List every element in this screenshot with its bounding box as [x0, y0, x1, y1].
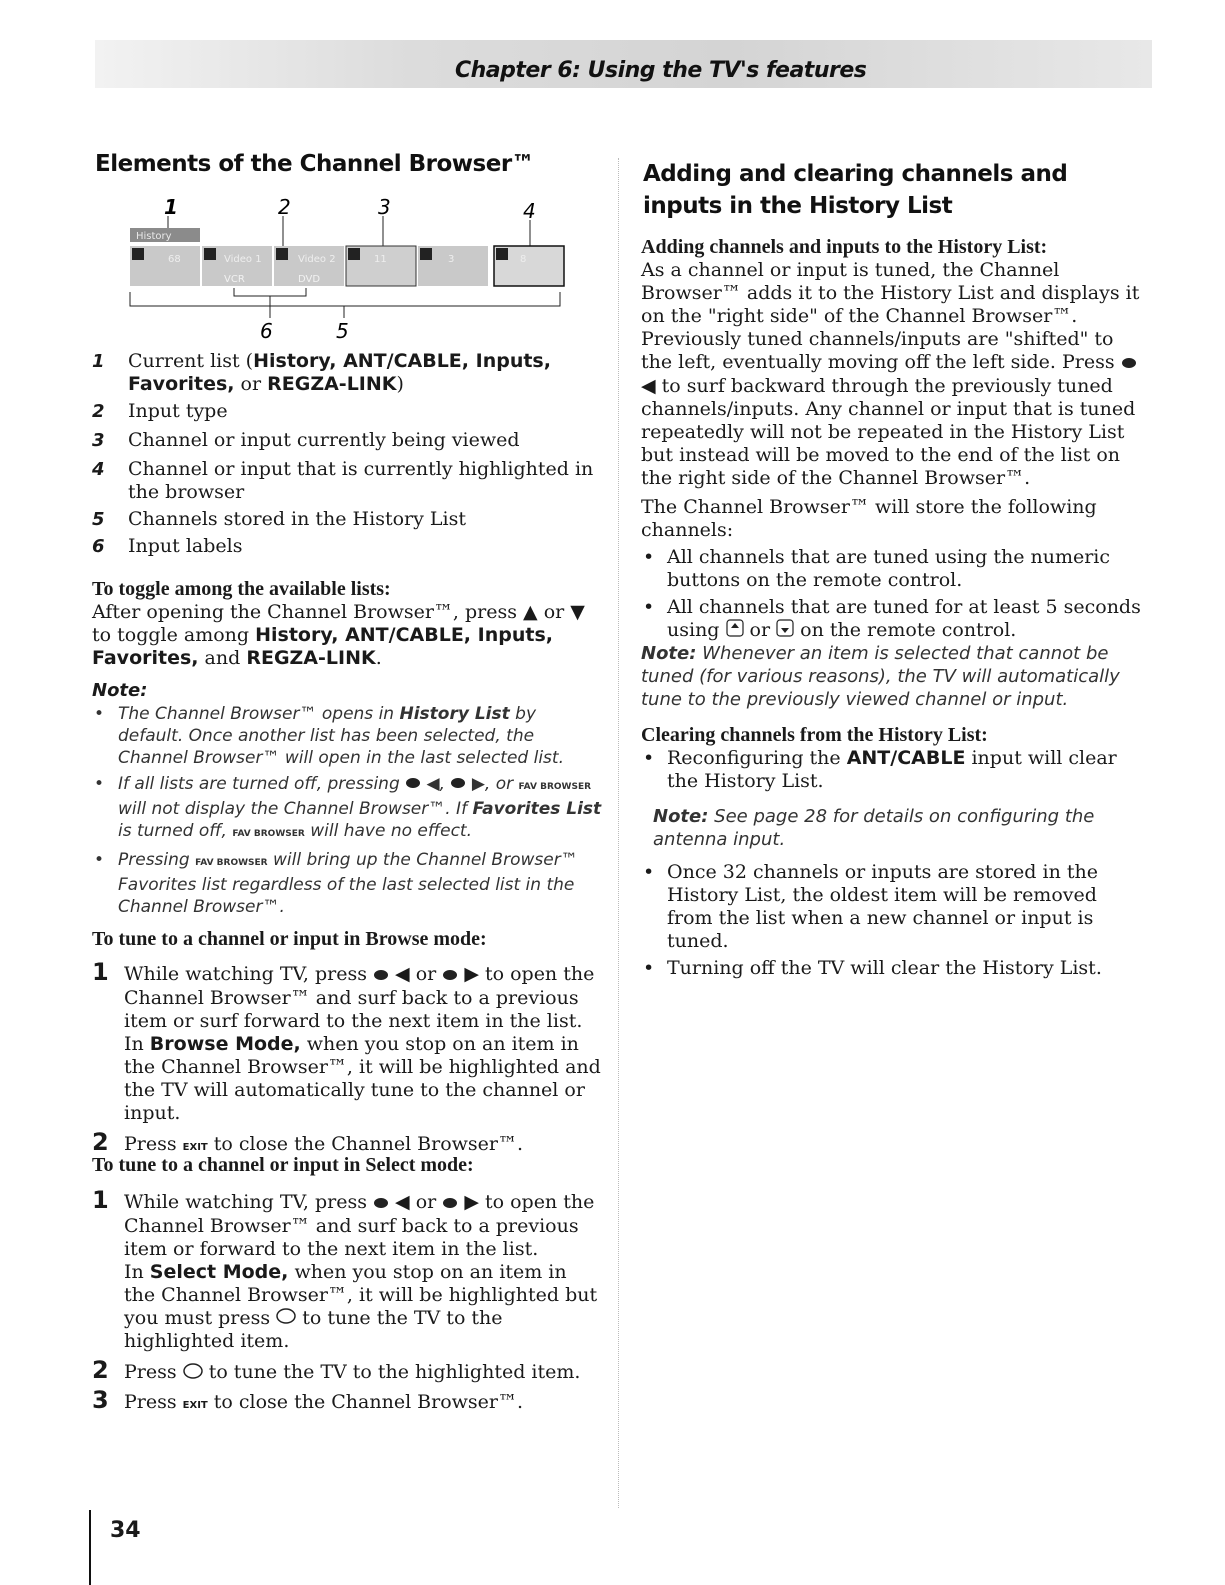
adding-text: As a channel or input is tuned, the Channel Browser™ adds it to the History List and displays it on the "right side" of the Channel Browser™. Previously tuned channels/inputs are "shifted" to the left, eventually moving off the left side. Press: [641, 259, 1140, 373]
step-text: when you stop on an item in the Channel Browser™, it will be highlighted but you must press: [124, 1260, 598, 1329]
adding-section: [641, 236, 1146, 643]
callout-5: 5: [336, 319, 349, 343]
note-block-right: [641, 642, 1146, 711]
callout-4: 4: [523, 199, 536, 223]
list-text: Channel or input that is currently highlighted in the browser: [128, 458, 594, 503]
channel-browser-diagram-svg: [128, 196, 573, 346]
step-text: Press: [124, 1132, 183, 1155]
bullet-dot: •: [643, 861, 655, 883]
list-bold-text: REGZA-LINK: [267, 373, 397, 395]
list-text: or: [234, 373, 268, 395]
list-text: Channels stored in the History List: [128, 508, 466, 530]
section-heading-history: Adding and clearing channels and inputs in the History List: [643, 161, 1068, 219]
note-text: will have no effect.: [304, 821, 473, 841]
clearing-text: Once 32 channels or inputs are stored in the History List, the oldest item will be removed from the list when a new channel or input is tuned.: [667, 861, 1098, 952]
step-number: 3: [92, 1385, 109, 1414]
chapter-title: Chapter 6: Using the TV's features: [455, 58, 867, 83]
adding-text: ◀ to surf backward through the previously tuned channels/inputs. Any channel or input that is tuned repeatedly will not be repeated in the History List but instead will be moved to the end of the list on the right side of the Channel Browser™.: [641, 374, 1136, 489]
clearing-bullet: [641, 747, 1146, 793]
list-item: [92, 535, 602, 558]
list-number: 4: [92, 459, 105, 480]
callout-6: 6: [260, 319, 273, 343]
step-text: to close the Channel Browser™.: [207, 1132, 524, 1155]
step-item: [92, 958, 602, 1125]
note-label: Note:: [653, 806, 709, 827]
note-antenna: [641, 805, 1146, 851]
back-button-icon: [373, 964, 389, 987]
clearing-bold-text: ANT/CABLE: [846, 747, 966, 769]
step-number: 2: [92, 1356, 109, 1384]
list-bold-text: Favorites,: [128, 373, 235, 395]
list-text: ): [396, 373, 404, 395]
note-text: If all lists are turned off, pressing: [118, 774, 406, 794]
diagram-input-label-2: DVD: [298, 274, 321, 285]
step-text: While watching TV, press: [124, 1191, 374, 1213]
subheading-clearing: Clearing channels from the History List:: [641, 724, 988, 746]
list-text: Input type: [128, 400, 228, 422]
list-item: [92, 508, 602, 531]
next-button-icon: [442, 1192, 458, 1215]
toggle-text: and: [198, 647, 247, 669]
list-bold-text: History, ANT/CABLE, Inputs,: [253, 350, 551, 372]
note-text: is turned off,: [118, 821, 233, 841]
exit-button-icon: EXIT: [182, 1141, 208, 1153]
fav-browser-button-icon: FAV BROWSER: [232, 829, 305, 839]
adding-bullet: [641, 546, 1146, 592]
step-text: In: [124, 1032, 150, 1055]
back-button-icon: [405, 773, 421, 795]
subheading-adding: Adding channels and inputs to the History List:: [641, 236, 1048, 258]
select-mode-section: [92, 1154, 602, 1417]
step-item: [92, 1385, 602, 1417]
toggle-text: .: [375, 647, 382, 669]
bullet-dot: •: [643, 545, 655, 568]
note-text: See page 28 for details on configuring the antenna input.: [653, 806, 1095, 850]
step-text: ▶ to open the Channel Browser™ and surf back to a previous item or surf forward to the next item in the list.: [124, 963, 595, 1032]
list-text: Input labels: [128, 535, 243, 557]
bullet-dot: •: [643, 957, 655, 979]
bullet-dot: •: [643, 595, 655, 618]
page-margin-bar: [89, 1510, 91, 1585]
enter-button-icon: [183, 1362, 203, 1385]
note-bold-text: History List: [399, 704, 510, 724]
fav-browser-button-icon: FAV BROWSER: [518, 782, 592, 792]
next-button-icon: [450, 773, 466, 795]
clearing-text: Reconfiguring the: [667, 747, 847, 769]
exit-button-icon: EXIT: [182, 1399, 208, 1411]
adding-bullet-text: All channels that are tuned using the numeric buttons on the remote control.: [667, 545, 1111, 591]
step-item: [92, 1356, 602, 1385]
list-item: [92, 400, 602, 423]
callout-1: 1: [164, 196, 178, 219]
diagram-cell-6: 8: [520, 254, 527, 265]
note-bullet: [92, 703, 602, 769]
diagram-cell-2: Video 1: [224, 254, 262, 265]
subheading-browse: To tune to a channel or input in Browse mode:: [92, 928, 487, 950]
note-text: will bring up the Channel Browser™ Favorites list regardless of the last selected list in the Channel Browser™.: [118, 850, 578, 917]
adding-store-paragraph: The Channel Browser™ will store the following channels:: [641, 495, 1097, 541]
note-block: [92, 680, 602, 918]
channel-down-button-icon: [776, 619, 794, 643]
fav-browser-button-icon: FAV BROWSER: [195, 858, 268, 868]
bullet-dot: •: [94, 774, 105, 794]
note-label: Note:: [92, 680, 148, 701]
callout-3: 3: [378, 196, 391, 219]
clearing-bullet: [641, 861, 1146, 953]
list-number: 3: [92, 430, 105, 451]
adding-bullet-text: or: [743, 618, 777, 641]
back-button-icon: [1121, 352, 1137, 375]
step-item: [92, 1186, 602, 1353]
clearing-section: [641, 724, 1146, 980]
clearing-text: input will clear the History List.: [667, 747, 1117, 792]
adding-bullet: [641, 596, 1146, 643]
bullet-dot: •: [643, 747, 655, 769]
list-number: 2: [92, 401, 105, 422]
step-text: when you stop on an item in the Channel Browser™, it will be highlighted and the TV will automatically tune to the channel or input.: [124, 1032, 601, 1124]
step-number: 1: [92, 958, 109, 986]
diagram-cell-1: 68: [168, 254, 181, 265]
adding-bullet-text: All channels that are tuned for at least 5 seconds using: [667, 595, 1141, 641]
note-text: will not display the Channel Browser™. If: [118, 799, 473, 819]
list-number: 6: [92, 536, 105, 557]
page-number: 34: [110, 1518, 141, 1543]
step-text: ◀ or: [389, 963, 443, 985]
step-text: Press: [124, 1361, 183, 1383]
column-divider: [618, 158, 619, 1508]
bullet-dot: •: [94, 850, 105, 870]
section-heading-elements: Elements of the Channel Browser™: [95, 151, 535, 177]
diagram-cell-5: 3: [448, 254, 455, 265]
callout-2: 2: [278, 196, 291, 219]
step-bold-text: Select Mode,: [149, 1260, 289, 1283]
step-text: to tune the TV to the highlighted item.: [202, 1361, 581, 1383]
list-number: 5: [92, 509, 105, 530]
step-text: to close the Channel Browser™.: [207, 1390, 524, 1413]
step-number: 1: [92, 1186, 109, 1214]
toggle-bold-regza: REGZA-LINK: [246, 647, 376, 669]
note-text: by default. Once another list has been selected, the Channel Browser™ will open in the last selected list.: [118, 704, 564, 768]
list-text: Channel or input currently being viewed: [128, 429, 520, 451]
step-text: Press: [124, 1390, 183, 1413]
note-text: Pressing: [118, 850, 196, 870]
note-text: ▶, or: [466, 774, 519, 794]
diagram-input-label-1: VCR: [224, 274, 245, 285]
step-text: ▶ to open the Channel Browser™ and surf back to a previous item or forward to the next item in the list.: [124, 1191, 595, 1260]
toggle-bold-lists: History, ANT/CABLE, Inputs, Favorites,: [92, 624, 553, 669]
bullet-dot: •: [94, 704, 105, 724]
note-bullet: [92, 773, 602, 845]
note-text: Whenever an item is selected that cannot be tuned (for various reasons), the TV will automatically tune to the previously viewed channel or input.: [641, 643, 1120, 710]
back-button-icon: [373, 1192, 389, 1215]
clearing-bullet: [641, 957, 1146, 980]
list-number: 1: [92, 351, 105, 372]
toggle-text: After opening the Channel Browser™, press ▲ or ▼ to toggle among: [92, 601, 585, 646]
list-item: [92, 429, 602, 452]
subheading-select: To tune to a channel or input in Select mode:: [92, 1154, 474, 1176]
note-tune: [641, 642, 1146, 711]
channel-browser-diagram: [128, 196, 573, 346]
diagram-history-label: History: [136, 231, 172, 242]
note-bold-text: Favorites List: [472, 799, 602, 819]
note-text: ◀,: [421, 774, 451, 794]
channel-up-button-icon: [726, 619, 744, 643]
clearing-text: Turning off the TV will clear the History List.: [667, 957, 1102, 979]
adding-paragraph: [641, 259, 1146, 490]
list-item: [92, 458, 602, 504]
step-number: 2: [92, 1127, 109, 1156]
toggle-paragraph: [92, 601, 602, 670]
list-text: Current list (: [128, 350, 254, 372]
step-text: In: [124, 1260, 150, 1283]
diagram-cell-4: 11: [374, 254, 387, 265]
note-label: Note:: [641, 643, 697, 664]
diagram-cell-3: Video 2: [298, 254, 336, 265]
next-button-icon: [442, 964, 458, 987]
enter-button-icon: [276, 1307, 296, 1330]
step-text: to tune the TV to the highlighted item.: [124, 1306, 503, 1352]
step-bold-text: Browse Mode,: [149, 1032, 301, 1055]
browse-mode-section: [92, 928, 602, 1159]
list-item: [92, 350, 602, 396]
subheading-toggle: To toggle among the available lists:: [92, 578, 391, 600]
note-bullet: [92, 849, 602, 918]
toggle-section: [92, 578, 602, 670]
elements-list: [92, 350, 602, 558]
step-text: ◀ or: [389, 1191, 443, 1213]
step-text: While watching TV, press: [124, 963, 374, 985]
adding-bullet-text: on the remote control.: [794, 618, 1017, 641]
note-text: The Channel Browser™ opens in: [118, 704, 400, 724]
